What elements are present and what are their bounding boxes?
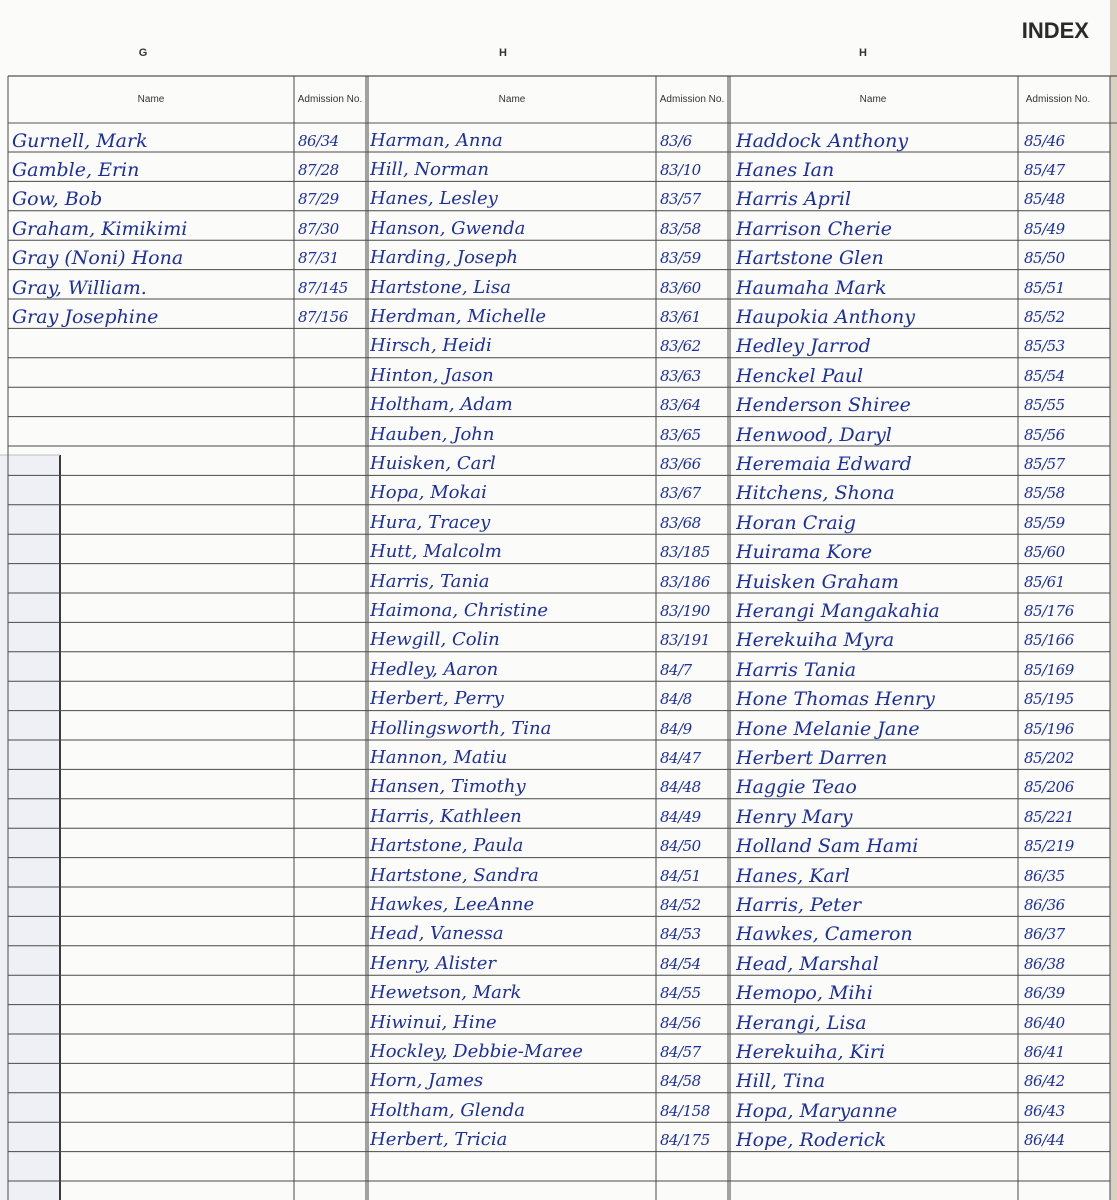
entry-admission-no: 85/196	[1024, 719, 1074, 738]
entry-name: Hannon, Matiu	[370, 747, 508, 768]
entry-name: Gow, Bob	[12, 188, 103, 211]
entry-name: Haggie Teao	[736, 776, 857, 799]
entry-admission-no: 83/10	[660, 161, 701, 179]
entry-admission-no: 84/8	[660, 690, 692, 709]
column-letter-h: H	[499, 47, 507, 59]
entry-name: Herbert, Perry	[370, 688, 504, 710]
entry-admission-no: 84/47	[660, 749, 701, 767]
entry-name: Head, Marshal	[736, 952, 879, 975]
entry-admission-no: 85/176	[1024, 602, 1074, 620]
entry-name: Herbert Darren	[736, 747, 888, 769]
entry-admission-no: 86/40	[1024, 1013, 1065, 1032]
admission-column-header: Admission No.	[659, 93, 725, 105]
entry-admission-no: 84/54	[660, 954, 701, 973]
column-letter-h: H	[859, 47, 867, 59]
column-letter-g: G	[138, 47, 148, 59]
entry-name: Herangi Mangakahia	[736, 600, 940, 622]
page-title: INDEX	[1021, 18, 1089, 43]
entry-name: Hope, Roderick	[736, 1129, 886, 1152]
entry-name: Hill, Norman	[370, 159, 489, 180]
entry-name: Graham, Kimikimi	[12, 217, 188, 240]
entry-admission-no: 84/50	[660, 837, 701, 856]
entry-name: Hiwinui, Hine	[370, 1011, 497, 1033]
entry-admission-no: 87/28	[298, 161, 339, 179]
entry-name: Hawkes, LeeAnne	[370, 894, 535, 915]
entry-admission-no: 84/158	[660, 1101, 710, 1120]
entry-name: Hollingsworth, Tina	[370, 717, 552, 739]
entry-admission-no: 85/48	[1024, 190, 1065, 209]
entry-name: Henckel Paul	[736, 364, 864, 387]
entry-admission-no: 85/46	[1024, 131, 1065, 150]
entry-admission-no: 83/58	[660, 219, 701, 238]
admission-column-header: Admission No.	[297, 93, 363, 105]
entry-admission-no: 83/60	[660, 278, 701, 297]
entry-admission-no: 83/6	[660, 131, 692, 150]
entry-name: Hedley Jarrod	[736, 335, 871, 358]
entry-name: Hedley, Aaron	[370, 658, 499, 680]
entry-admission-no: 83/190	[660, 602, 710, 620]
entry-name: Harrison Cherie	[736, 217, 893, 240]
entry-name: Gray, William.	[12, 276, 147, 299]
entry-name: Huirama Kore	[736, 541, 873, 564]
entry-name: Hopa, Maryanne	[736, 1099, 898, 1122]
entry-name: Herekuiha, Kiri	[736, 1041, 886, 1063]
entry-name: Hemopo, Mihi	[736, 982, 873, 1005]
entry-name: Hill, Tina	[736, 1070, 826, 1093]
entry-name: Harris, Peter	[736, 894, 862, 916]
entry-admission-no: 85/58	[1024, 484, 1065, 503]
entry-name: Heremaia Edward	[736, 453, 912, 475]
entry-admission-no: 86/37	[1024, 925, 1065, 944]
entry-admission-no: 84/9	[660, 719, 692, 738]
entry-admission-no: 85/166	[1024, 631, 1074, 650]
entry-admission-no: 86/42	[1024, 1072, 1065, 1091]
entry-name: Herangi, Lisa	[736, 1011, 867, 1034]
entry-admission-no: 85/61	[1024, 572, 1065, 591]
entry-admission-no: 84/51	[660, 866, 701, 885]
entry-name: Henry, Alister	[370, 952, 497, 974]
entry-admission-no: 86/43	[1024, 1101, 1065, 1120]
entry-name: Hauben, John	[370, 423, 495, 445]
entry-admission-no: 85/169	[1024, 660, 1074, 679]
entry-name: Haumaha Mark	[736, 276, 887, 299]
entry-name: Hartstone Glen	[736, 247, 884, 270]
entry-admission-no: 83/67	[660, 484, 701, 503]
entry-admission-no: 85/51	[1024, 278, 1065, 297]
entry-admission-no: 83/64	[660, 396, 701, 415]
entry-name: Horn, James	[370, 1070, 484, 1092]
entry-name: Hura, Tracey	[370, 511, 491, 533]
entry-admission-no: 86/39	[1024, 984, 1065, 1003]
entry-name: Herekuiha Myra	[736, 629, 895, 652]
entry-name: Holland Sam Hami	[736, 835, 919, 858]
entry-admission-no: 83/68	[660, 513, 701, 532]
entry-admission-no: 87/31	[298, 249, 339, 268]
entry-name: Henderson Shiree	[736, 394, 911, 417]
entry-admission-no: 83/191	[660, 631, 710, 650]
entry-name: Hartstone, Sandra	[370, 864, 539, 886]
entry-admission-no: 87/156	[298, 308, 348, 326]
entry-admission-no: 85/47	[1024, 161, 1065, 179]
entry-name: Hinton, Jason	[370, 364, 494, 386]
entry-name: Huisken, Carl	[370, 453, 496, 474]
entry-admission-no: 83/66	[660, 455, 701, 473]
entry-admission-no: 86/36	[1024, 896, 1065, 914]
entry-name: Hanes, Lesley	[370, 188, 498, 210]
name-column-header: Name	[498, 93, 526, 105]
entry-admission-no: 85/53	[1024, 337, 1065, 356]
entry-admission-no: 84/58	[660, 1072, 701, 1091]
name-column-header: Name	[859, 93, 887, 105]
entry-name: Hutt, Malcolm	[370, 541, 502, 563]
entry-name: Hitchens, Shona	[736, 482, 895, 505]
entry-admission-no: 85/60	[1024, 543, 1065, 562]
entry-name: Haimona, Christine	[370, 600, 549, 621]
entry-name: Gray Josephine	[12, 306, 159, 328]
entry-name: Harris, Kathleen	[370, 805, 522, 827]
entry-name: Hartstone, Paula	[370, 835, 524, 857]
entry-admission-no: 84/53	[660, 925, 701, 944]
admission-column-header: Admission No.	[1025, 93, 1091, 105]
entry-admission-no: 84/55	[660, 984, 701, 1003]
entry-name: Hockley, Debbie-Maree	[370, 1041, 583, 1062]
entry-name: Horan Craig	[736, 511, 856, 534]
entry-admission-no: 83/57	[660, 190, 701, 209]
entry-name: Hone Thomas Henry	[736, 688, 935, 711]
entry-name: Harris April	[736, 188, 852, 211]
entry-admission-no: 86/34	[298, 131, 339, 150]
entry-name: Hone Melanie Jane	[736, 717, 920, 740]
entry-admission-no: 85/221	[1024, 807, 1074, 826]
entry-admission-no: 84/7	[660, 660, 692, 679]
entry-name: Hewetson, Mark	[370, 982, 522, 1004]
entry-admission-no: 86/38	[1024, 954, 1065, 973]
entry-name: Hawkes, Cameron	[736, 923, 913, 946]
entry-admission-no: 84/48	[660, 778, 701, 797]
entry-name: Holtham, Glenda	[370, 1099, 525, 1121]
entry-name: Harris Tania	[736, 658, 857, 681]
name-column-header: Name	[137, 93, 165, 105]
entry-admission-no: 85/206	[1024, 778, 1074, 797]
entry-name: Hopa, Mokai	[370, 482, 487, 504]
entry-admission-no: 85/57	[1024, 455, 1065, 473]
entry-admission-no: 85/52	[1024, 308, 1065, 326]
entry-name: Hartstone, Lisa	[370, 276, 511, 298]
entry-admission-no: 83/59	[660, 249, 701, 268]
entry-name: Harding, Joseph	[370, 247, 518, 269]
entry-admission-no: 85/59	[1024, 513, 1065, 532]
entry-name: Hanes, Karl	[736, 864, 850, 887]
entry-admission-no: 83/65	[660, 425, 701, 444]
entry-admission-no: 83/62	[660, 337, 701, 356]
entry-name: Haddock Anthony	[736, 129, 909, 152]
entry-admission-no: 85/219	[1024, 837, 1074, 856]
entry-admission-no: 87/145	[298, 278, 348, 297]
entry-name: Hanson, Gwenda	[370, 217, 526, 239]
entry-name: Gray (Noni) Hona	[12, 247, 184, 270]
entry-name: Gurnell, Mark	[12, 129, 148, 152]
entry-admission-no: 85/202	[1024, 749, 1074, 767]
entry-name: Herbert, Tricia	[370, 1129, 508, 1151]
entry-name: Herdman, Michelle	[370, 306, 546, 327]
entry-admission-no: 84/49	[660, 807, 701, 826]
entry-admission-no: 85/195	[1024, 690, 1074, 709]
entry-name: Harris, Tania	[370, 570, 490, 592]
entry-name: Huisken Graham	[736, 570, 899, 593]
entry-admission-no: 84/175	[660, 1131, 710, 1150]
entry-admission-no: 84/56	[660, 1013, 701, 1032]
entry-name: Harman, Anna	[370, 129, 503, 151]
entry-admission-no: 85/56	[1024, 425, 1065, 444]
entry-name: Hewgill, Colin	[370, 629, 500, 651]
entry-admission-no: 84/52	[660, 896, 701, 914]
entry-name: Holtham, Adam	[370, 394, 513, 416]
entry-admission-no: 86/35	[1024, 866, 1065, 885]
entry-admission-no: 83/61	[660, 308, 701, 326]
entry-name: Hanes Ian	[736, 159, 835, 181]
entry-admission-no: 86/44	[1024, 1131, 1065, 1150]
entry-name: Henry Mary	[736, 805, 853, 828]
entry-admission-no: 83/63	[660, 366, 701, 385]
entry-admission-no: 87/29	[298, 190, 339, 209]
entry-admission-no: 85/55	[1024, 396, 1065, 415]
entry-admission-no: 85/50	[1024, 249, 1065, 268]
entry-admission-no: 83/186	[660, 572, 710, 591]
entry-name: Hirsch, Heidi	[370, 335, 492, 357]
entry-admission-no: 87/30	[298, 219, 339, 238]
entry-name: Hansen, Timothy	[370, 776, 526, 798]
entry-admission-no: 85/49	[1024, 219, 1065, 238]
entry-name: Head, Vanessa	[370, 923, 504, 945]
entry-admission-no: 83/185	[660, 543, 710, 562]
entry-name: Henwood, Daryl	[736, 423, 892, 446]
entry-admission-no: 85/54	[1024, 366, 1065, 385]
entry-admission-no: 86/41	[1024, 1043, 1065, 1061]
entry-name: Haupokia Anthony	[736, 306, 915, 328]
entry-admission-no: 84/57	[660, 1043, 701, 1061]
entry-name: Gamble, Erin	[12, 159, 140, 181]
